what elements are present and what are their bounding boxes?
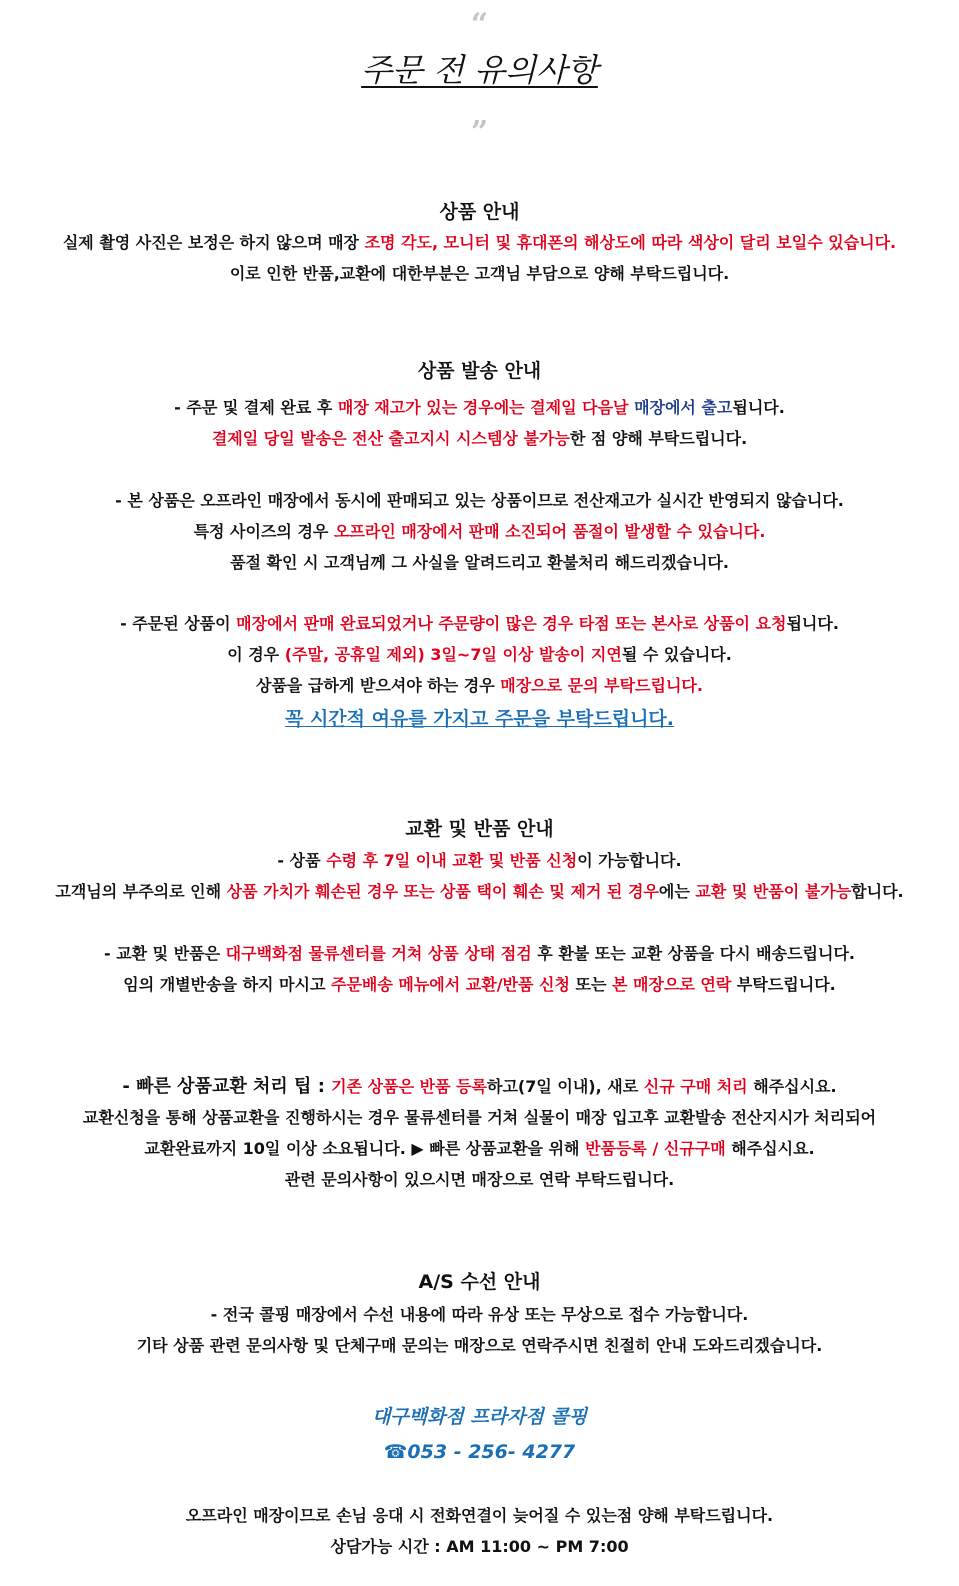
quick-tip-line: [0, 1139, 959, 1159]
highlight-text: 주문배송 메뉴에서 교환/반품 신청: [331, 975, 570, 994]
text: 이 경우: [227, 645, 285, 664]
exchange-guide-line: [0, 882, 959, 902]
highlight-text: 반품등록 / 신규구매: [585, 1139, 726, 1158]
shipping-guide-line: - 본 상품은 오프라인 매장에서 동시에 판매되고 있는 상품이므로 전산재고가 실시간 반영되지 않습니다.: [115, 491, 844, 510]
highlight-text: 기존 상품은 반품 등록: [331, 1077, 487, 1096]
page-title: 주문 전 유의사항: [361, 51, 598, 89]
text: 됩니다.: [786, 614, 839, 633]
highlight-text: 교환 및 반품이 불가능: [695, 882, 852, 901]
text: 또는: [569, 975, 613, 994]
text: - 교환 및 반품은: [103, 944, 226, 963]
shipping-guide-line: [0, 429, 959, 449]
open-quote-mark: “: [470, 7, 489, 42]
shipping-guide-line: [0, 676, 959, 696]
as-guide-heading: A/S 수선 안내: [418, 1271, 541, 1293]
highlight-text: 조명 각도, 모니터 및 휴대폰의 해상도에 따라 색상이 달리 보일수 있습니다.: [364, 233, 897, 252]
notice-link-row: [0, 707, 959, 731]
tip-label: - 빠른 상품교환 처리 팁 :: [122, 1076, 332, 1097]
text: 해주십시요.: [725, 1139, 815, 1158]
highlight-text: 오프라인 매장에서 판매 소진되어 품절이 발생할 수 있습니다.: [333, 522, 766, 541]
shipping-guide-line: [0, 522, 959, 542]
quick-tip-line: 교환신청을 통해 상품교환을 진행하시는 경우 물류센터를 거쳐 실물이 매장 입고후 교환발송 전산지시가 처리되어: [82, 1108, 877, 1127]
text: - 주문된 상품이: [120, 614, 237, 633]
text: - 상품: [277, 851, 327, 870]
text: 하고(7일 이내), 새로: [487, 1077, 644, 1096]
text: 합니다.: [851, 882, 904, 901]
text: 한 점 양해 부탁드립니다.: [569, 429, 748, 448]
exchange-guide-line: [0, 851, 959, 871]
text: 이 가능합니다.: [577, 851, 682, 870]
highlight-text: 결제일 당일 발송은 전산 출고지시 시스템상 불가능: [211, 429, 570, 448]
exchange-guide-heading: 교환 및 반품 안내: [405, 818, 554, 840]
store-name-row: [0, 1405, 959, 1429]
shipping-guide-line: 품절 확인 시 고객님께 그 사실을 알려드리고 환불처리 해드리겠습니다.: [230, 553, 729, 572]
consult-hours: 상담가능 시간 : AM 11:00 ~ PM 7:00: [330, 1537, 629, 1556]
highlight-text: 대구백화점 물류센터를 거쳐 상품 상태 점검: [225, 944, 532, 963]
order-notice-link[interactable]: 꼭 시간적 여유를 가지고 주문을 부탁드립니다.: [284, 708, 675, 730]
as-guide-line: 기타 상품 관련 문의사항 및 단체구매 문의는 매장으로 연락주시면 친절히 안내 도와드리겠습니다.: [136, 1336, 823, 1355]
shipping-guide-heading: 상품 발송 안내: [417, 360, 542, 382]
text: 상품을 급하게 받으셔야 하는 경우: [256, 676, 501, 695]
highlight-text: 수령 후 7일 이내 교환 및 반품 신청: [326, 851, 578, 870]
text: 고객님의 부주의로 인해: [55, 882, 227, 901]
highlight-text: 매장에서 판매 완료되었거나 주문량이 많은 경우 타점 또는 본사로 상품이 요청: [236, 614, 787, 633]
product-guide-heading: 상품 안내: [439, 201, 520, 223]
as-guide-line: - 전국 콜핑 매장에서 수선 내용에 따라 유상 또는 무상으로 접수 가능합니다.: [210, 1305, 749, 1324]
text: - 주문 및 결제 완료 후: [174, 398, 338, 417]
text: 됩니다.: [732, 398, 785, 417]
emphasis-text: 매장에서 출고: [634, 398, 733, 417]
highlight-text: 본 매장으로 연락: [612, 975, 732, 994]
text: 해주십시요.: [747, 1077, 837, 1096]
highlight-text: (주말, 공휴일 제외) 3일~7일 이상 발송이 지연: [284, 645, 622, 664]
footer-line: 오프라인 매장이므로 손님 응대 시 전화연결이 늦어질 수 있는점 양해 부탁드립니다.: [185, 1506, 774, 1525]
text: 될 수 있습니다.: [621, 645, 732, 664]
quick-tip-line: 관련 문의사항이 있으시면 매장으로 연락 부탁드립니다.: [284, 1170, 675, 1189]
text: 교환완료까지 10일 이상 소요됩니다. ▶ 빠른 상품교환을 위해: [144, 1139, 586, 1158]
exchange-guide-line: [0, 944, 959, 964]
text: 부탁드립니다.: [731, 975, 836, 994]
text: 실제 촬영 사진은 보정은 하지 않으며 매장: [62, 233, 365, 252]
store-name: 대구백화점 프라자점 콜핑: [371, 1406, 588, 1428]
text: 임의 개별반송을 하지 마시고: [123, 975, 331, 994]
text: 후 환불 또는 교환 상품을 다시 배송드립니다.: [531, 944, 855, 963]
exchange-guide-line: [0, 975, 959, 995]
text: 특정 사이즈의 경우: [193, 522, 334, 541]
quick-tip-line: [0, 1077, 959, 1097]
close-quote-mark: ”: [470, 115, 489, 150]
highlight-text: 상품 가치가 훼손된 경우 또는 상품 택이 훼손 및 제거 된 경우: [226, 882, 659, 901]
shipping-guide-line: [0, 645, 959, 665]
highlight-text: 신규 구매 처리: [643, 1077, 748, 1096]
store-phone[interactable]: ☎053 - 256- 4277: [383, 1441, 576, 1463]
highlight-text: 매장 재고가 있는 경우에는 결제일 다음날: [337, 398, 635, 417]
store-phone-row: [0, 1440, 959, 1464]
shipping-guide-line: [0, 614, 959, 634]
product-guide-line: 이로 인한 반품,교환에 대한부분은 고객님 부담으로 양해 부탁드립니다.: [229, 264, 730, 283]
product-guide-line: [0, 233, 959, 253]
highlight-text: 매장으로 문의 부탁드립니다.: [500, 676, 703, 695]
text: 에는: [658, 882, 696, 901]
shipping-guide-line: [0, 398, 959, 418]
